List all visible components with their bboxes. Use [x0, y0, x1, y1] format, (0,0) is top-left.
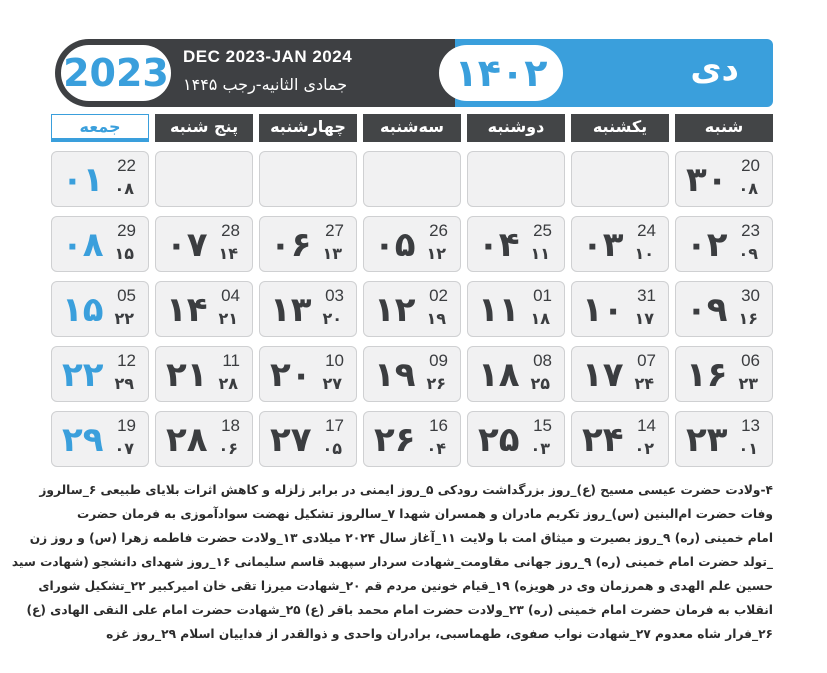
- hijri-day-number: ۱۸: [530, 309, 550, 328]
- persian-day-number: ۲۹: [62, 420, 104, 460]
- weekday-4: چهارشنبه: [259, 114, 357, 142]
- header-dark-band: [55, 39, 475, 107]
- gregorian-day-number: 29: [117, 221, 136, 240]
- hijri-day-number: ۲۲: [114, 309, 134, 328]
- hijri-day-number: ۲۰: [322, 309, 342, 328]
- hijri-day-number: ۰۹: [738, 244, 758, 263]
- day-cell[interactable]: [467, 346, 565, 402]
- day-cell[interactable]: [571, 281, 669, 337]
- gregorian-day-number: 04: [221, 286, 240, 305]
- gregorian-day-number: 02: [429, 286, 448, 305]
- hijri-day-number: ۱۱: [530, 244, 550, 263]
- hijri-day-number: ۲۶: [426, 374, 446, 393]
- gregorian-day-number: 18: [221, 416, 240, 435]
- note-line: حسین علم الهدی و همرزمان وی در هویزه) ۱۹_قیام خونین مردم قم ۲۰_شهادت میرزا تقی خان امیرکبیر ۲۲_تشکیل شورای: [38, 579, 773, 593]
- day-cell[interactable]: [467, 281, 565, 337]
- note-line: وفات حضرت ام‌البنین (س)_روز تکریم مادران و همسران شهدا ۷_سالروز تشکیل نهضت سوادآموزی به فرمان حضرت: [76, 507, 773, 521]
- persian-day-number: ۰۷: [166, 225, 208, 265]
- hijri-day-number: ۲۸: [218, 374, 238, 393]
- empty-day-cell: [363, 151, 461, 207]
- empty-day-cell: [467, 151, 565, 207]
- hijri-day-number: ۱۵: [114, 244, 134, 263]
- persian-day-number: ۰۶: [270, 225, 312, 265]
- occasions-notes: [11, 478, 773, 646]
- persian-day-number: ۱۹: [374, 355, 416, 395]
- hijri-day-number: ۰۱: [738, 439, 758, 458]
- persian-day-number: ۲۶: [374, 420, 416, 460]
- persian-day-number: ۰۲: [686, 225, 728, 265]
- day-cell[interactable]: [51, 411, 149, 467]
- persian-day-number: ۱۸: [478, 355, 520, 395]
- day-cell[interactable]: [571, 411, 669, 467]
- note-line: ۲۶_فرار شاه معدوم ۲۷_شهادت نواب صفوی، طهماسبی، برادران واحدی و ذوالقدر از فداییان اسلام ۲۹_روز غزه: [106, 627, 773, 641]
- day-cell[interactable]: [51, 346, 149, 402]
- gregorian-day-number: 19: [117, 416, 136, 435]
- gregorian-day-number: 20: [741, 156, 760, 175]
- hijri-day-number: ۲۹: [114, 374, 134, 393]
- persian-day-number: ۱۳: [270, 290, 312, 330]
- day-cell[interactable]: [571, 346, 669, 402]
- gregorian-day-number: 16: [429, 416, 448, 435]
- day-cell[interactable]: [155, 216, 253, 272]
- day-cell[interactable]: [467, 216, 565, 272]
- gregorian-day-number: 03: [325, 286, 344, 305]
- gregorian-day-number: 09: [429, 351, 448, 370]
- hijri-day-number: ۲۱: [218, 309, 238, 328]
- persian-day-number: ۲۲: [62, 355, 104, 395]
- hijri-day-number: ۱۶: [738, 309, 758, 328]
- hijri-day-number: ۰۵: [322, 439, 342, 458]
- day-cell[interactable]: [155, 411, 253, 467]
- persian-day-number: ۰۹: [686, 290, 728, 330]
- day-cell[interactable]: [259, 281, 357, 337]
- gregorian-year: 2023: [61, 45, 171, 101]
- persian-day-number: ۲۴: [582, 420, 624, 460]
- gregorian-day-number: 23: [741, 221, 760, 240]
- gregorian-day-number: 14: [637, 416, 656, 435]
- note-line: انقلاب به فرمان حضرت امام خمینی (ره) ۲۳_ولادت حضرت امام محمد باقر (ع) ۲۵_شهادت حضرت امام علی النقی الهادی (ع): [26, 603, 773, 617]
- gregorian-day-number: 13: [741, 416, 760, 435]
- day-cell[interactable]: [363, 216, 461, 272]
- persian-day-number: ۱۷: [582, 355, 624, 395]
- day-cell[interactable]: [363, 281, 461, 337]
- gregorian-day-number: 17: [325, 416, 344, 435]
- hijri-months: جمادی الثانیه-رجب ۱۴۴۵: [183, 75, 348, 94]
- gregorian-day-number: 31: [637, 286, 656, 305]
- persian-day-number: ۱۵: [62, 290, 104, 330]
- gregorian-day-number: 08: [533, 351, 552, 370]
- hijri-day-number: ۱۹: [426, 309, 446, 328]
- gregorian-day-number: 15: [533, 416, 552, 435]
- weekday-2: دوشنبه: [467, 114, 565, 142]
- hijri-day-number: ۰۷: [114, 439, 134, 458]
- persian-day-number: ۱۴: [166, 290, 208, 330]
- note-line: ۴-ولادت حضرت عیسی مسیح (ع)_روز بزرگداشت رودکی ۵_روز ایمنی در برابر زلزله و کاهش اثرات بلایای طبیعی ۶_سالروز: [39, 483, 773, 497]
- hijri-day-number: ۰۸: [114, 179, 134, 198]
- day-cell[interactable]: [259, 216, 357, 272]
- persian-day-number: ۰۵: [374, 225, 416, 265]
- gregorian-day-number: 07: [637, 351, 656, 370]
- hijri-day-number: ۰۲: [634, 439, 654, 458]
- calendar-header: [55, 39, 773, 107]
- persian-day-number: ۱۰: [582, 290, 624, 330]
- hijri-day-number: ۱۲: [426, 244, 446, 263]
- hijri-day-number: ۲۳: [738, 374, 758, 393]
- hijri-day-number: ۰۴: [426, 439, 446, 458]
- day-cell[interactable]: [259, 411, 357, 467]
- month-name: دی: [690, 49, 739, 89]
- day-cell[interactable]: [675, 346, 773, 402]
- day-cell[interactable]: [675, 411, 773, 467]
- day-cell[interactable]: [675, 151, 773, 207]
- hijri-day-number: ۱۴: [218, 244, 238, 263]
- weekday-0: شنبه: [675, 114, 773, 142]
- gregorian-day-number: 06: [741, 351, 760, 370]
- gregorian-months: DEC 2023-JAN 2024: [183, 47, 353, 66]
- empty-day-cell: [571, 151, 669, 207]
- persian-day-number: ۲۳: [686, 420, 728, 460]
- gregorian-day-number: 05: [117, 286, 136, 305]
- hijri-day-number: ۱۷: [634, 309, 654, 328]
- weekday-6: جمعه: [51, 114, 149, 142]
- persian-day-number: ۰۸: [62, 225, 104, 265]
- persian-day-number: ۰۳: [582, 225, 624, 265]
- day-cell[interactable]: [51, 216, 149, 272]
- day-cell[interactable]: [155, 346, 253, 402]
- persian-day-number: ۱۲: [374, 290, 416, 330]
- day-cell[interactable]: [51, 151, 149, 207]
- gregorian-day-number: 10: [325, 351, 344, 370]
- hijri-day-number: ۰۸: [738, 179, 758, 198]
- day-cell[interactable]: [675, 216, 773, 272]
- persian-day-number: ۳۰: [686, 160, 728, 200]
- empty-day-cell: [155, 151, 253, 207]
- persian-day-number: ۱۱: [478, 290, 520, 330]
- hijri-day-number: ۰۳: [530, 439, 550, 458]
- persian-year: ۱۴۰۲: [439, 45, 563, 101]
- persian-day-number: ۰۱: [62, 160, 104, 200]
- gregorian-day-number: 01: [533, 286, 552, 305]
- day-cell[interactable]: [467, 411, 565, 467]
- day-cell[interactable]: [51, 281, 149, 337]
- day-cell[interactable]: [363, 346, 461, 402]
- hijri-day-number: ۲۵: [530, 374, 550, 393]
- hijri-day-number: ۲۷: [322, 374, 342, 393]
- gregorian-day-number: 11: [222, 351, 240, 370]
- note-line: _تولد حضرت امام خمینی (ره) ۹_روز جهانی مقاومت_شهادت سردار سپهبد قاسم سلیمانی ۱۶_روز شهدای دانشجو (شهادت سید: [11, 555, 773, 569]
- gregorian-day-number: 30: [741, 286, 760, 305]
- day-cell[interactable]: [571, 216, 669, 272]
- day-cell[interactable]: [675, 281, 773, 337]
- gregorian-day-number: 24: [637, 221, 656, 240]
- persian-day-number: ۲۷: [270, 420, 312, 460]
- gregorian-day-number: 25: [533, 221, 552, 240]
- weekday-5: پنج شنبه: [155, 114, 253, 142]
- hijri-day-number: ۱۳: [322, 244, 342, 263]
- weekday-3: سه‌شنبه: [363, 114, 461, 142]
- gregorian-day-number: 12: [117, 351, 136, 370]
- persian-day-number: ۲۰: [270, 355, 312, 395]
- day-cell[interactable]: [363, 411, 461, 467]
- day-cell[interactable]: [155, 281, 253, 337]
- hijri-day-number: ۲۴: [634, 374, 654, 393]
- persian-day-number: ۲۱: [166, 355, 208, 395]
- persian-day-number: ۱۶: [686, 355, 728, 395]
- gregorian-day-number: 27: [325, 221, 344, 240]
- persian-day-number: ۲۸: [166, 420, 208, 460]
- note-line: امام خمینی (ره) ۹_روز بصیرت و میثاق امت با ولایت ۱۱_آغاز سال ۲۰۲۴ میلادی ۱۳_ولادت حضرت فاطمه زهرا (س) و روز زن: [29, 531, 773, 545]
- day-cell[interactable]: [259, 346, 357, 402]
- persian-day-number: ۰۴: [478, 225, 520, 265]
- gregorian-day-number: 28: [221, 221, 240, 240]
- empty-day-cell: [259, 151, 357, 207]
- hijri-day-number: ۱۰: [634, 244, 654, 263]
- gregorian-day-number: 26: [429, 221, 448, 240]
- weekday-1: یکشنبه: [571, 114, 669, 142]
- gregorian-day-number: 22: [117, 156, 136, 175]
- hijri-day-number: ۰۶: [218, 439, 238, 458]
- persian-day-number: ۲۵: [478, 420, 520, 460]
